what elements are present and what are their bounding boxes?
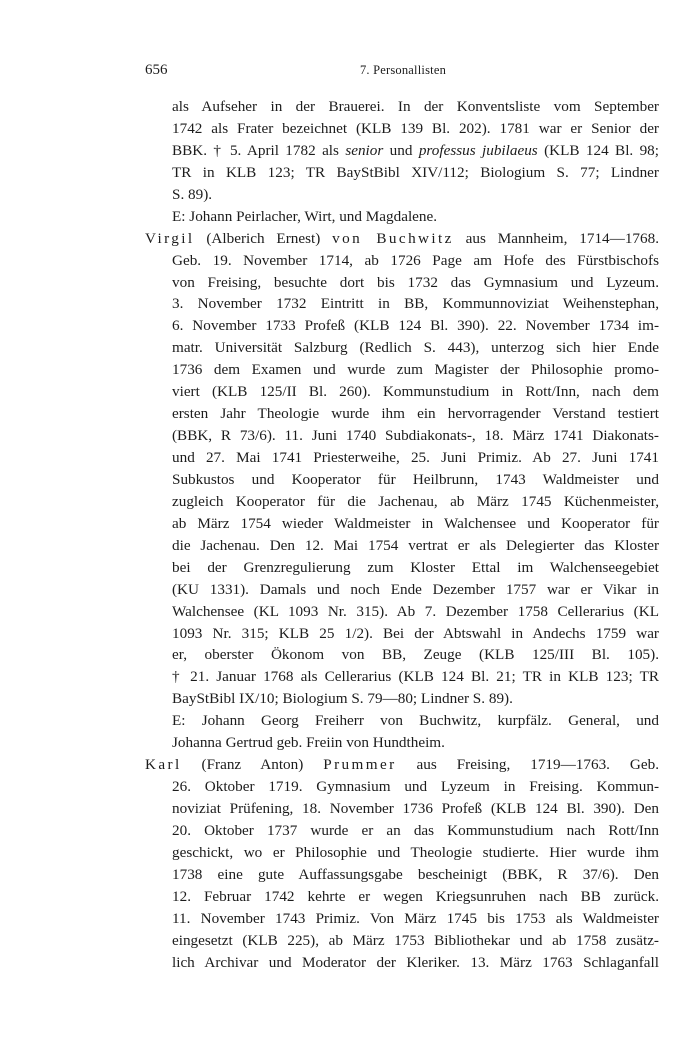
text-line: Johanna Gertrud geb. Freiin von Hundtheim. <box>172 734 445 752</box>
text-line: 1736 dem Examen und wurde zum Magister der Philosophie promo- <box>172 361 659 379</box>
text-run: (KLB 124 Bl. 98; <box>537 141 659 159</box>
text-line: ab März 1754 wieder Waldmeister in Walchensee und Kooperator für <box>172 514 659 532</box>
text-line: die Jachenau. Den 12. Mai 1754 vertrat er als Delegierter das Kloster <box>172 536 659 554</box>
text-line: BayStBibl IX/10; Biologium S. 79—80; Lindner S. 89). <box>172 690 513 708</box>
italic-term: professus jubilaeus <box>418 141 538 159</box>
page-header <box>145 62 661 84</box>
text-line: † 21. Januar 1768 als Cellerarius (KLB 124 Bl. 21; TR in KLB 123; TR <box>172 668 659 686</box>
text-line: und 27. Mai 1741 Priesterweihe, 25. Juni Primiz. Ab 27. Juni 1741 <box>172 449 659 466</box>
text-line: 3. November 1732 Eintritt in BB, Kommunnoviziat Weihenstephan, <box>172 295 659 313</box>
text-run: und <box>383 141 419 159</box>
text-line: zugleich Kooperator für die Jachenau, ab März 1745 Küchenmeister, <box>172 492 659 510</box>
text-line: noviziat Prüfening, 18. November 1736 Profeß (KLB 124 Bl. 390). Den <box>172 800 659 817</box>
text-line: (KU 1331). Damals und noch Ende Dezember 1757 war er Vikar in <box>172 580 659 598</box>
text-line: 20. Oktober 1737 wurde er an das Kommunstudium nach Rott/Inn <box>172 821 659 839</box>
page-number: 656 <box>145 62 168 78</box>
entry-name: Karl <box>145 756 182 774</box>
text-run: aus Mannheim, 1714—1768. <box>453 229 659 247</box>
entry-name: Virgil <box>145 229 195 247</box>
text-line: S. 89). <box>172 185 213 203</box>
entry-heading-line <box>145 754 659 776</box>
text-line: von Freising, besuchte dort bis 1732 das Gymnasium und Lyzeum. <box>172 273 659 291</box>
text-line: geschickt, wo er Philosophie und Theologie studierte. Hier wurde ihm <box>172 843 659 861</box>
text-line: eingesetzt (KLB 225), ab März 1753 Bibliothekar und ab 1758 zusätz- <box>172 931 659 949</box>
text-line: TR in KLB 123; TR BayStBibl XIV/112; Biologium S. 77; Lindner <box>172 163 659 181</box>
text-line: Subkustos und Kooperator für Heilbrunn, 1743 Waldmeister und <box>172 470 659 488</box>
text-line: Geb. 19. November 1714, ab 1726 Page am Hofe des Fürstbischofs <box>172 251 659 269</box>
text-line: ersten Jahr Theologie wurde ihm ein hervorragender Verstand testiert <box>172 405 659 423</box>
body-text <box>145 96 659 974</box>
text-line: 1738 eine gute Auffassungsgabe bescheinigt (BBK, R 37/6). Den <box>172 865 659 883</box>
italic-term: senior <box>345 141 384 159</box>
text-line: E: Johann Peirlacher, Wirt, und Magdalene. <box>172 207 438 225</box>
text-line: matr. Universität Salzburg (Redlich S. 443), unterzog sich hier Ende <box>172 339 659 357</box>
text-line: als Aufseher in der Brauerei. In der Konventsliste vom September <box>172 98 659 115</box>
text-line: 1742 als Frater bezeichnet (KLB 139 Bl. 202). 1781 war er Senior der <box>172 119 659 137</box>
entry-heading-line <box>145 228 659 250</box>
text-line: bei der Grenzregulierung zum Kloster Ettal im Walchenseegebiet <box>172 558 659 576</box>
entry-surname: Prummer <box>323 756 397 774</box>
text-line: er, oberster Ökonom von BB, Zeuge (KLB 125/III Bl. 105). <box>172 646 659 664</box>
text-run: (Franz Anton) <box>181 756 324 774</box>
text-line: viert (KLB 125/II Bl. 260). Kommunstudium in Rott/Inn, nach dem <box>172 383 659 401</box>
text-run: aus Freising, 1719—1763. Geb. <box>396 756 659 774</box>
text-line <box>172 140 659 162</box>
text-line: 11. November 1743 Primiz. Von März 1745 bis 1753 als Waldmeister <box>172 909 659 927</box>
text-line: E: Johann Georg Freiherr von Buchwitz, kurpfälz. General, und <box>172 712 659 730</box>
text-line: 26. Oktober 1719. Gymnasium und Lyzeum in Freising. Kommun- <box>172 778 659 796</box>
text-line: 12. Februar 1742 kehrte er wegen Kriegsunruhen nach BB zurück. <box>172 887 659 905</box>
text-line: 1093 Nr. 315; KLB 25 1/2). Bei der Abtswahl in Andechs 1759 war <box>172 624 659 642</box>
text-run: BBK. † 5. April 1782 als <box>172 141 346 159</box>
text-line: Walchensee (KL 1093 Nr. 315). Ab 7. Dezember 1758 Cellerarius (KL <box>172 602 659 620</box>
text-line: lich Archivar und Moderator der Kleriker. 13. März 1763 Schlaganfall <box>172 953 659 971</box>
text-line: (BBK, R 73/6). 11. Juni 1740 Subdiakonats-, 18. März 1741 Diakonats- <box>172 427 659 445</box>
entry-surname: von Buchwitz <box>332 229 454 247</box>
text-run: (Alberich Ernest) <box>194 229 333 247</box>
running-title: 7. Personallisten <box>359 63 447 77</box>
text-line: 6. November 1733 Profeß (KLB 124 Bl. 390). 22. November 1734 im- <box>172 317 659 335</box>
